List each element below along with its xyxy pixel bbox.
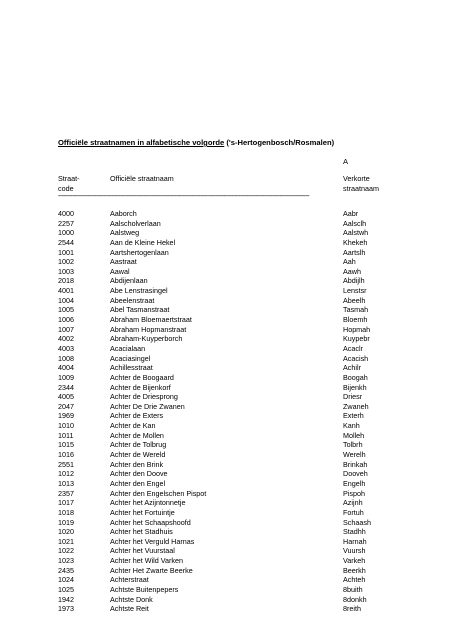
street-abbreviation: Exterh xyxy=(343,411,364,421)
street-abbreviation: Aawh xyxy=(343,266,361,276)
street-code: 2357 xyxy=(58,488,74,498)
header-abbr-line2: straatnaam xyxy=(343,184,379,193)
street-abbreviation: Pispoh xyxy=(343,488,365,498)
street-name: Abdijenlaan xyxy=(110,276,148,286)
street-name: Aalstweg xyxy=(110,228,140,238)
street-abbreviation: Aabr xyxy=(343,209,359,218)
street-code: 1011 xyxy=(58,430,74,440)
street-code: 1000 xyxy=(58,228,74,238)
street-abbreviation: Stadhh xyxy=(343,527,366,537)
street-name: Aastraat xyxy=(110,257,137,267)
street-code: 1006 xyxy=(58,315,74,325)
street-abbreviation: Zwaneh xyxy=(343,401,369,411)
street-code: 1019 xyxy=(58,517,74,527)
street-name: Aawal xyxy=(110,266,130,276)
street-abbreviation: Dooveh xyxy=(343,469,368,479)
street-code: 4004 xyxy=(58,363,74,373)
street-code: 1007 xyxy=(58,324,74,334)
street-code: 1942 xyxy=(58,594,74,604)
street-code: 1013 xyxy=(58,478,74,488)
street-code: 2435 xyxy=(58,565,74,575)
street-abbreviation: Molleh xyxy=(343,430,365,440)
section-letter: A xyxy=(343,157,349,166)
street-code: 4002 xyxy=(58,334,74,344)
street-code: 1002 xyxy=(58,257,74,267)
street-abbreviation: Bloemh xyxy=(343,315,368,325)
street-abbreviation: Schaash xyxy=(343,517,371,527)
street-name: Achter de Bijenkorf xyxy=(110,382,171,392)
street-code: 2047 xyxy=(58,401,74,411)
street-abbreviation: Tasmah xyxy=(343,305,369,315)
street-name: Abeelenstraat xyxy=(110,295,155,305)
street-list xyxy=(0,210,453,615)
street-name: Achter de Wereld xyxy=(110,450,166,460)
street-code: 4000 xyxy=(58,209,74,218)
street-name: Achter Het Zwarte Beerke xyxy=(110,565,193,575)
street-name: Achter den Engel xyxy=(110,478,166,488)
street-name: Achtste Buitenpepers xyxy=(110,584,179,594)
street-name: Aan de Kleine Hekel xyxy=(110,237,176,247)
street-name: Achter het Schaapshoofd xyxy=(110,517,191,527)
street-abbreviation: Bijenkh xyxy=(343,382,367,392)
street-abbreviation: Fortuh xyxy=(343,507,364,517)
header-name: Officiële straatnaam xyxy=(110,174,174,183)
header-code-line1: Straat- xyxy=(58,174,80,183)
street-abbreviation: 8donkh xyxy=(343,594,367,604)
street-name: Achtste Donk xyxy=(110,594,153,604)
street-code: 1018 xyxy=(58,507,74,517)
street-code: 2018 xyxy=(58,276,74,286)
street-name: Achter de Boogaard xyxy=(110,372,174,382)
street-code: 2257 xyxy=(58,218,74,228)
street-code: 1022 xyxy=(58,546,74,556)
street-code: 1023 xyxy=(58,556,74,566)
street-name: Achter het Stadhuis xyxy=(110,527,173,537)
street-code: 1969 xyxy=(58,411,74,421)
street-abbreviation: Aartslh xyxy=(343,247,366,257)
street-abbreviation: Kuypebr xyxy=(343,334,370,344)
street-name: Aalscholverlaan xyxy=(110,218,161,228)
street-name: Achillesstraat xyxy=(110,363,153,373)
street-abbreviation: Aalstwh xyxy=(343,228,369,238)
street-code: 1009 xyxy=(58,372,74,382)
street-code: 1020 xyxy=(58,527,74,537)
street-abbreviation: Tolbrh xyxy=(343,440,363,450)
street-abbreviation: Werelh xyxy=(343,450,366,460)
street-abbreviation: Lenstsr xyxy=(343,286,367,296)
street-abbreviation: Vuursh xyxy=(343,546,366,556)
street-abbreviation: Abdijlh xyxy=(343,276,365,286)
street-code: 1017 xyxy=(58,498,74,508)
street-abbreviation: Acacish xyxy=(343,353,369,363)
street-code: 1021 xyxy=(58,536,74,546)
street-name: Achter het Azijntonnetje xyxy=(110,498,186,508)
title-main: Officiële straatnamen in alfabetische volgorde xyxy=(58,138,225,147)
street-code: 4005 xyxy=(58,392,74,402)
street-abbreviation: Hopmah xyxy=(343,324,371,334)
street-name: Abe Lenstrasingel xyxy=(110,286,168,296)
street-code: 1015 xyxy=(58,440,74,450)
street-abbreviation: Engelh xyxy=(343,478,366,488)
street-name: Achter het Verguld Harnas xyxy=(110,536,195,546)
street-code: 1025 xyxy=(58,584,74,594)
street-code: 1016 xyxy=(58,450,74,460)
street-code: 4001 xyxy=(58,286,74,296)
street-name: Achter den Engelschen Pispot xyxy=(110,488,207,498)
street-name: Abraham Bloemaertstraat xyxy=(110,315,192,325)
street-abbreviation: Achilr xyxy=(343,363,361,373)
street-name: Achter het Vuurstaal xyxy=(110,546,175,556)
street-abbreviation: Varkeh xyxy=(343,556,366,566)
street-code: 2551 xyxy=(58,459,74,469)
street-name: Achterstraat xyxy=(110,575,149,585)
street-code: 1012 xyxy=(58,469,74,479)
street-code: 1973 xyxy=(58,604,74,614)
street-name: Abraham Hopmanstraat xyxy=(110,324,187,334)
street-abbreviation: Azijnh xyxy=(343,498,363,508)
street-abbreviation: Aah xyxy=(343,257,356,267)
document-title xyxy=(58,139,334,147)
table-row xyxy=(0,605,453,615)
street-code: 1008 xyxy=(58,353,74,363)
street-code: 2544 xyxy=(58,237,74,247)
street-abbreviation: Achteh xyxy=(343,575,366,585)
street-name: Achter de Mollen xyxy=(110,430,164,440)
street-name: Achter het Fortuintje xyxy=(110,507,175,517)
street-abbreviation: 8reith xyxy=(343,604,361,614)
street-abbreviation: Driesr xyxy=(343,392,363,402)
street-name: Aaborch xyxy=(110,209,137,218)
street-abbreviation: Harnah xyxy=(343,536,367,546)
street-name: Achter den Doove xyxy=(110,469,168,479)
street-code: 1001 xyxy=(58,247,74,257)
street-name: Acacialaan xyxy=(110,343,146,353)
street-name: Acaciasingel xyxy=(110,353,151,363)
street-name: Aartshertogenlaan xyxy=(110,247,169,257)
street-name: Achter de Driesprong xyxy=(110,392,178,402)
street-abbreviation: Abeelh xyxy=(343,295,366,305)
street-name: Achter de Kan xyxy=(110,421,156,431)
header-code-line2: code xyxy=(58,184,74,193)
street-code: 1003 xyxy=(58,266,74,276)
title-place: ('s-Hertogenbosch/Rosmalen) xyxy=(226,138,335,147)
street-abbreviation: Kanh xyxy=(343,421,360,431)
street-name: Achter De Drie Zwanen xyxy=(110,401,185,411)
street-abbreviation: Khekeh xyxy=(343,237,368,247)
street-abbreviation: Beerkh xyxy=(343,565,366,575)
street-abbreviation: Boogah xyxy=(343,372,368,382)
street-name: Achter de Tolbrug xyxy=(110,440,167,450)
street-name: Achtste Reit xyxy=(110,604,149,614)
street-name: Achter het Wild Varken xyxy=(110,556,183,566)
header-rule: ------------------------------------------------------------------------------------------------------------------------------------------------- xyxy=(58,193,310,199)
street-name: Achter den Brink xyxy=(110,459,164,469)
street-name: Achter de Exters xyxy=(110,411,164,421)
street-code: 2344 xyxy=(58,382,74,392)
street-name: Abraham-Kuyperborch xyxy=(110,334,183,344)
street-code: 4003 xyxy=(58,343,74,353)
street-code: 1004 xyxy=(58,295,74,305)
street-name: Abel Tasmanstraat xyxy=(110,305,170,315)
street-abbreviation: Brinkah xyxy=(343,459,368,469)
header-abbr-line1: Verkorte xyxy=(343,174,370,183)
street-abbreviation: Aalsclh xyxy=(343,218,367,228)
street-abbreviation: Acaclr xyxy=(343,343,363,353)
street-code: 1024 xyxy=(58,575,74,585)
street-code: 1010 xyxy=(58,421,74,431)
street-code: 1005 xyxy=(58,305,74,315)
street-abbreviation: 8buith xyxy=(343,584,363,594)
